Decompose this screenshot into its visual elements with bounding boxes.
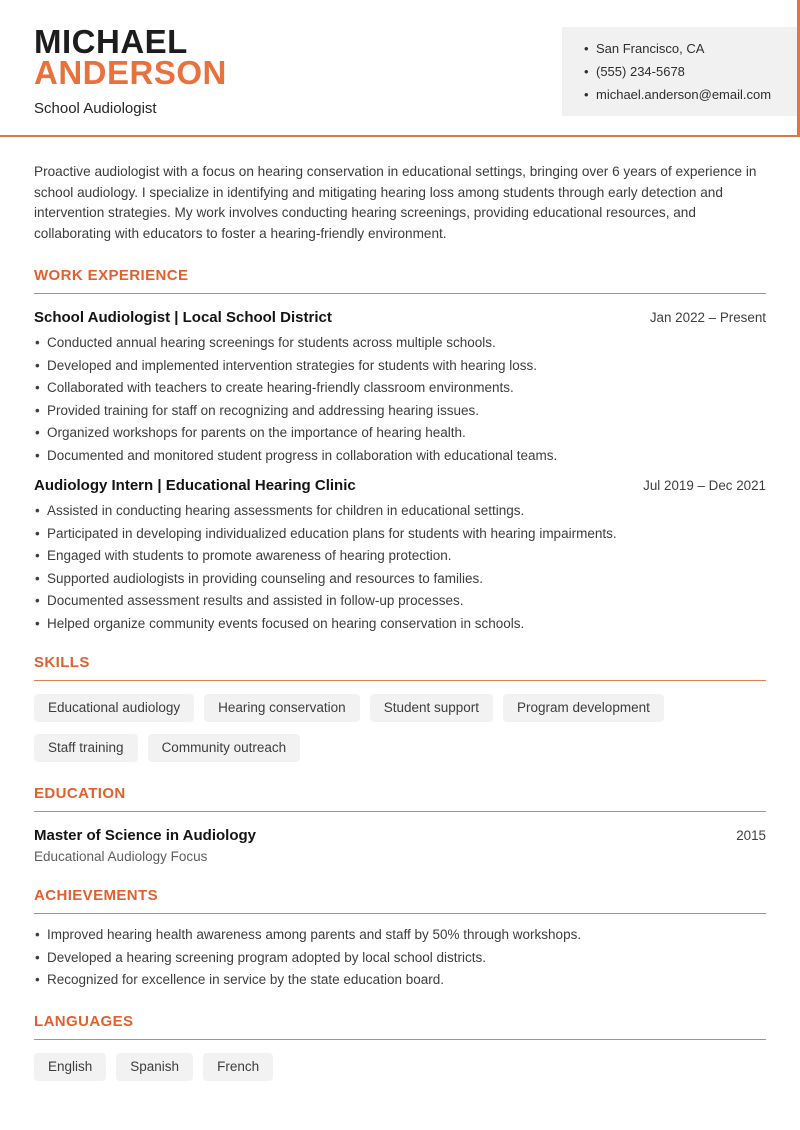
job-bullet: • Helped organize community events focused on hearing conservation in schools.	[34, 617, 766, 632]
skill-tag: Student support	[370, 694, 493, 722]
job-bullet: • Collaborated with teachers to create hearing-friendly classroom environments.	[34, 381, 766, 396]
job-title: School Audiologist | Local School District	[34, 309, 332, 327]
last-name: ANDERSON	[34, 54, 227, 91]
skills-tag-list	[34, 694, 766, 762]
skills-title: SKILLS	[34, 654, 90, 672]
skill-tag: Staff training	[34, 734, 138, 762]
achievement-bullet: • Developed a hearing screening program adopted by local school districts.	[34, 951, 766, 966]
contact-item: • San Francisco, CA	[584, 37, 785, 60]
job-bullet: • Provided training for staff on recognizing and addressing hearing issues.	[34, 404, 766, 419]
first-name: MICHAEL	[34, 23, 188, 60]
languages-title: LANGUAGES	[34, 1012, 134, 1030]
achievement-bullet: • Recognized for excellence in service by the state education board.	[34, 973, 766, 988]
work-experience-title: WORK EXPERIENCE	[34, 267, 189, 285]
degree-title: Master of Science in Audiology	[34, 827, 256, 845]
section-divider	[34, 293, 766, 294]
job-bullet: • Organized workshops for parents on the importance of hearing health.	[34, 426, 766, 441]
achievement-bullet-list	[34, 928, 766, 988]
resume-header	[0, 0, 800, 137]
job-bullet: • Documented assessment results and assisted in follow-up processes.	[34, 594, 766, 609]
language-tag: French	[203, 1053, 273, 1081]
languages-tag-list	[34, 1053, 766, 1081]
contact-item: • michael.anderson@email.com	[584, 83, 785, 106]
job-bullet: • Engaged with students to promote awareness of hearing protection.	[34, 549, 766, 564]
education-entry-head	[34, 827, 766, 844]
education-entry	[34, 827, 766, 864]
contact-list	[584, 37, 785, 106]
section-divider	[34, 913, 766, 914]
section-achievements	[34, 888, 766, 988]
skill-tag: Educational audiology	[34, 694, 194, 722]
job-title: Audiology Intern | Educational Hearing Clinic	[34, 477, 356, 495]
resume-body	[0, 162, 800, 1081]
contact-item: • (555) 234-5678	[584, 60, 785, 83]
job-entry-head	[34, 477, 766, 494]
skill-tag: Program development	[503, 694, 664, 722]
job-dates: Jul 2019 – Dec 2021	[643, 478, 766, 494]
job-bullet: • Participated in developing individualized education plans for students with hearing impairments.	[34, 527, 766, 542]
degree-focus: Educational Audiology Focus	[34, 849, 208, 865]
section-divider	[34, 680, 766, 681]
job-entry-head	[34, 309, 766, 326]
job-entry	[34, 477, 766, 631]
section-skills	[34, 655, 766, 762]
language-tag: English	[34, 1053, 106, 1081]
section-divider	[34, 811, 766, 812]
header-job-title: School Audiologist	[34, 100, 157, 117]
education-title: EDUCATION	[34, 785, 126, 803]
job-bullet-list	[34, 336, 766, 463]
skill-tag: Community outreach	[148, 734, 301, 762]
job-bullet: • Documented and monitored student progress in collaboration with educational teams.	[34, 449, 766, 464]
job-bullet: • Conducted annual hearing screenings for students across multiple schools.	[34, 336, 766, 351]
section-languages	[34, 1014, 766, 1081]
graduation-year: 2015	[736, 828, 766, 844]
section-education	[34, 786, 766, 864]
section-work-experience	[34, 268, 766, 631]
job-bullet: • Supported audiologists in providing counseling and resources to families.	[34, 572, 766, 587]
section-divider	[34, 1039, 766, 1040]
name-block	[34, 23, 227, 117]
job-bullet-list	[34, 504, 766, 631]
contact-box	[562, 27, 797, 116]
job-entry	[34, 309, 766, 463]
achievements-title: ACHIEVEMENTS	[34, 887, 158, 905]
job-dates: Jan 2022 – Present	[649, 310, 766, 326]
job-bullet: • Assisted in conducting hearing assessments for children in educational settings.	[34, 504, 766, 519]
skill-tag: Hearing conservation	[204, 694, 360, 722]
job-bullet: • Developed and implemented intervention strategies for students with hearing loss.	[34, 359, 766, 374]
summary-paragraph: Proactive audiologist with a focus on hearing conservation in educational settings, bringing over 6 years of experience in school audiology. I specialize in identifying and mitigating hearing loss among students through early detection and intervention strategies. My work involves conducting hearing screenings, providing educational resources, and collaborating with educators to foster a hearing-friendly environment.	[34, 164, 757, 241]
achievement-bullet: • Improved hearing health awareness among parents and staff by 50% through workshops.	[34, 928, 766, 943]
language-tag: Spanish	[116, 1053, 193, 1081]
